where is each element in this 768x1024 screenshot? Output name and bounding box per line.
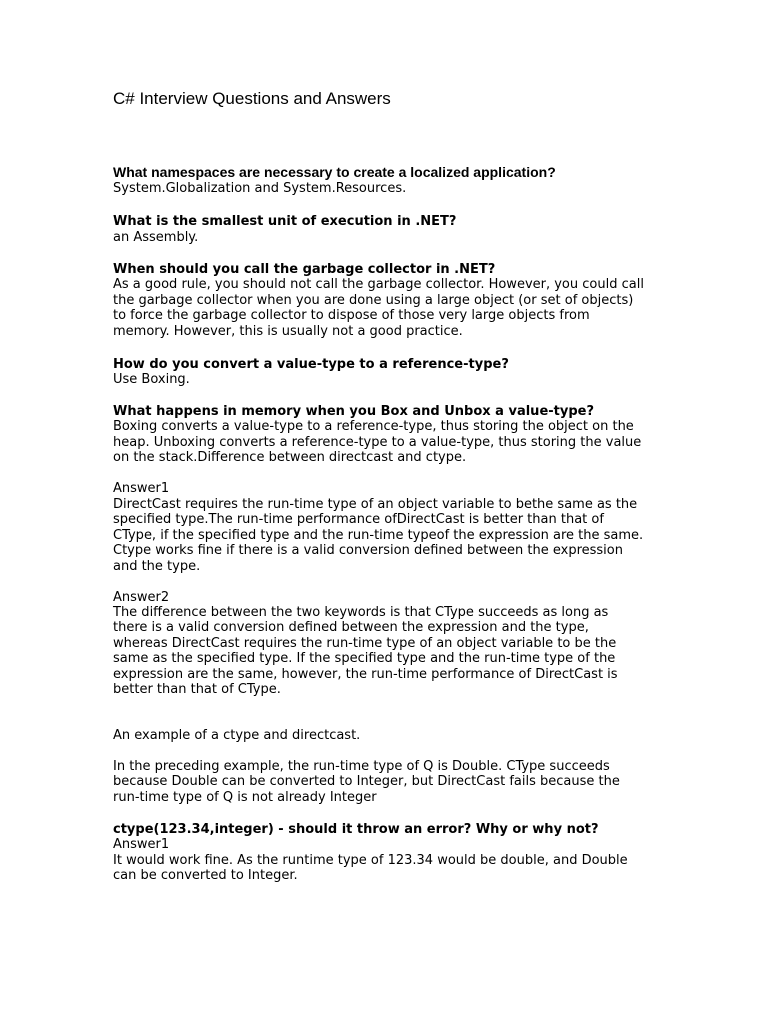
paragraph-line: An example of a ctype and directcast. — [113, 728, 361, 743]
answer-line: It would work fine. As the runtime type of 123.34 would be double, and Double — [113, 853, 628, 868]
answer-line: heap. Unboxing converts a reference-type to a value-type, thus storing the value — [113, 435, 642, 450]
answer-label: Answer1 — [113, 481, 170, 496]
answer-line: Use Boxing. — [113, 372, 190, 387]
answer-line: the garbage collector when you are done using a large object (or set of objects) — [113, 293, 634, 308]
paragraph-line: run-time type of Q is not already Integer — [113, 790, 377, 805]
paragraph-line: because Double can be converted to Integer, but DirectCast fails because the — [113, 774, 620, 789]
page-title: C# Interview Questions and Answers — [113, 89, 391, 108]
answer-line: specified type.The run-time performance ofDirectCast is better than that of — [113, 512, 604, 527]
answer-line: there is a valid conversion defined between the expression and the type, — [113, 620, 589, 635]
paragraph-line: In the preceding example, the run-time type of Q is Double. CType succeeds — [113, 759, 610, 774]
answer-line: Boxing converts a value-type to a reference-type, thus storing the object on the — [113, 419, 634, 434]
question-5: What happens in memory when you Box and Unbox a value-type? — [113, 404, 595, 419]
answer-label: Answer1 — [113, 837, 170, 852]
answer-line: memory. However, this is usually not a good practice. — [113, 324, 463, 339]
answer-line: The difference between the two keywords is that CType succeeds as long as — [113, 605, 609, 620]
answer-line: Ctype works fine if there is a valid conversion defined between the expression — [113, 543, 623, 558]
question-6: ctype(123.34,integer) - should it throw an error? Why or why not? — [113, 822, 599, 837]
answer-label: Answer2 — [113, 590, 170, 605]
answer-line: on the stack.Difference between directcast and ctype. — [113, 450, 467, 465]
answer-line: same as the specified type. If the specified type and the run-time type of the — [113, 651, 616, 666]
answer-line: and the type. — [113, 559, 201, 574]
question-2: What is the smallest unit of execution in .NET? — [113, 214, 457, 229]
question-4: How do you convert a value-type to a reference-type? — [113, 357, 509, 372]
question-3: When should you call the garbage collector in .NET? — [113, 262, 496, 277]
question-1: What namespaces are necessary to create a localized application? — [113, 164, 556, 180]
answer-line: better than that of CType. — [113, 682, 281, 697]
answer-line: expression are the same, however, the run-time performance of DirectCast is — [113, 667, 618, 682]
answer-line: an Assembly. — [113, 230, 199, 245]
answer-line: can be converted to Integer. — [113, 868, 298, 883]
answer-line: CType, if the specified type and the run-time typeof the expression are the same. — [113, 528, 644, 543]
answer-line: System.Globalization and System.Resources. — [113, 181, 407, 196]
answer-line: DirectCast requires the run-time type of an object variable to bethe same as the — [113, 497, 638, 512]
answer-line: whereas DirectCast requires the run-time type of an object variable to be the — [113, 636, 617, 651]
answer-line: As a good rule, you should not call the garbage collector. However, you could call — [113, 277, 644, 292]
answer-line: to force the garbage collector to dispose of those very large objects from — [113, 308, 590, 323]
